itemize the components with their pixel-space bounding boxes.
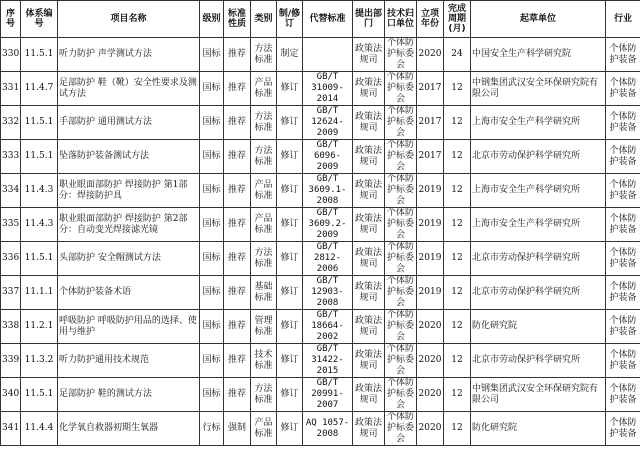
cell-sys: 11.5.1 (21, 106, 58, 140)
cell-nature: 推荐 (224, 310, 251, 344)
cell-tc: 个体防护标委会 (385, 276, 417, 310)
cell-year: 2020 (417, 38, 444, 72)
cell-type: 方法标准 (251, 378, 277, 412)
cell-industry: 个体防护装备 (606, 276, 640, 310)
cell-industry: 个体防护装备 (606, 378, 640, 412)
cell-drafter: 中钢集团武汉安全环保研究院有限公司 (471, 378, 606, 412)
cell-replace: GB/T 12903-2008 (303, 276, 353, 310)
cell-nature: 推荐 (224, 140, 251, 174)
cell-propose: 政策法规司 (353, 412, 385, 446)
table-row (1, 72, 640, 106)
cell-level: 行标 (200, 412, 224, 446)
cell-name: 听力防护通用技术规范 (58, 344, 200, 378)
cell-propose: 政策法规司 (353, 276, 385, 310)
cell-industry: 个体防护装备 (606, 38, 640, 72)
cell-period: 12 (444, 378, 471, 412)
cell-year: 2019 (417, 208, 444, 242)
cell-revise: 修订 (277, 140, 303, 174)
header-propose: 提出部门 (353, 1, 385, 38)
cell-sys: 11.4.4 (21, 412, 58, 446)
cell-name: 头部防护 安全帽测试方法 (58, 242, 200, 276)
cell-tc: 个体防护标委会 (385, 412, 417, 446)
cell-tc: 个体防护标委会 (385, 344, 417, 378)
cell-type: 方法标准 (251, 38, 277, 72)
cell-seq: 339 (1, 344, 21, 378)
cell-period: 12 (444, 310, 471, 344)
cell-year: 2019 (417, 174, 444, 208)
cell-nature: 强制 (224, 412, 251, 446)
cell-type: 产品标准 (251, 208, 277, 242)
cell-year: 2019 (417, 242, 444, 276)
cell-period: 24 (444, 38, 471, 72)
cell-revise: 修订 (277, 106, 303, 140)
cell-level: 国标 (200, 106, 224, 140)
cell-tc: 个体防护标委会 (385, 310, 417, 344)
cell-sys: 11.5.1 (21, 140, 58, 174)
header-name: 项目名称 (58, 1, 200, 38)
cell-nature: 推荐 (224, 38, 251, 72)
cell-industry: 个体防护装备 (606, 106, 640, 140)
cell-level: 国标 (200, 344, 224, 378)
cell-industry: 个体防护装备 (606, 208, 640, 242)
cell-replace: GB/T 18664-2002 (303, 310, 353, 344)
table-row (1, 412, 640, 446)
table-row (1, 174, 640, 208)
cell-period: 12 (444, 72, 471, 106)
cell-replace: GB/T 12624-2009 (303, 106, 353, 140)
cell-year: 2020 (417, 344, 444, 378)
header-revise: 制/修订 (277, 1, 303, 38)
cell-type: 产品标准 (251, 412, 277, 446)
cell-revise: 修订 (277, 412, 303, 446)
cell-sys: 11.2.1 (21, 310, 58, 344)
cell-drafter: 上海市安全生产科学研究所 (471, 208, 606, 242)
cell-revise: 修订 (277, 72, 303, 106)
cell-propose: 政策法规司 (353, 378, 385, 412)
cell-type: 管理标准 (251, 310, 277, 344)
cell-seq: 330 (1, 38, 21, 72)
cell-sys: 11.5.1 (21, 378, 58, 412)
table-row (1, 310, 640, 344)
cell-level: 国标 (200, 72, 224, 106)
cell-propose: 政策法规司 (353, 140, 385, 174)
cell-name: 呼吸防护 呼吸防护用品的选择、使用与维护 (58, 310, 200, 344)
cell-year: 2020 (417, 412, 444, 446)
header-industry: 行业 (606, 1, 640, 38)
cell-period: 12 (444, 174, 471, 208)
cell-period: 12 (444, 412, 471, 446)
cell-replace: GB/T 31009-2014 (303, 72, 353, 106)
cell-drafter: 中钢集团武汉安全环保研究院有限公司 (471, 72, 606, 106)
cell-revise: 修订 (277, 242, 303, 276)
cell-replace: GB/T 2812-2006 (303, 242, 353, 276)
cell-propose: 政策法规司 (353, 106, 385, 140)
cell-tc: 个体防护标委会 (385, 106, 417, 140)
cell-replace: GB/T 3609.1-2008 (303, 174, 353, 208)
cell-name: 个体防护装备术语 (58, 276, 200, 310)
cell-name: 化学氧自救器初期生氧器 (58, 412, 200, 446)
cell-type: 产品标准 (251, 174, 277, 208)
cell-seq: 336 (1, 242, 21, 276)
cell-drafter: 北京市劳动保护科学研究所 (471, 344, 606, 378)
cell-seq: 332 (1, 106, 21, 140)
cell-year: 2020 (417, 310, 444, 344)
cell-sys: 11.4.7 (21, 72, 58, 106)
cell-propose: 政策法规司 (353, 38, 385, 72)
cell-name: 手部防护 通用测试方法 (58, 106, 200, 140)
cell-seq: 334 (1, 174, 21, 208)
header-year: 立项年份 (417, 1, 444, 38)
cell-industry: 个体防护装备 (606, 174, 640, 208)
cell-year: 2017 (417, 106, 444, 140)
table-body (1, 38, 640, 446)
cell-type: 方法标准 (251, 106, 277, 140)
cell-revise: 修订 (277, 310, 303, 344)
cell-type: 方法标准 (251, 140, 277, 174)
cell-replace: GB/T 20991-2007 (303, 378, 353, 412)
header-seq: 序号 (1, 1, 21, 38)
cell-level: 国标 (200, 242, 224, 276)
cell-level: 国标 (200, 310, 224, 344)
cell-type: 技术标准 (251, 344, 277, 378)
cell-year: 2017 (417, 72, 444, 106)
cell-period: 12 (444, 344, 471, 378)
cell-name: 职业眼面部防护 焊接防护 第2部分：自动变光焊接滤光镜 (58, 208, 200, 242)
cell-sys: 11.4.3 (21, 174, 58, 208)
cell-year: 2020 (417, 378, 444, 412)
header-type: 类别 (251, 1, 277, 38)
cell-year: 2019 (417, 276, 444, 310)
cell-tc: 个体防护标委会 (385, 174, 417, 208)
cell-seq: 337 (1, 276, 21, 310)
cell-seq: 331 (1, 72, 21, 106)
table-header-row (1, 1, 640, 38)
cell-replace (303, 38, 353, 72)
cell-nature: 推荐 (224, 378, 251, 412)
cell-level: 国标 (200, 174, 224, 208)
cell-tc: 个体防护标委会 (385, 72, 417, 106)
cell-level: 国标 (200, 276, 224, 310)
cell-year: 2017 (417, 140, 444, 174)
cell-industry: 个体防护装备 (606, 310, 640, 344)
cell-revise: 修订 (277, 174, 303, 208)
cell-propose: 政策法规司 (353, 208, 385, 242)
cell-sys: 11.1.1 (21, 276, 58, 310)
cell-level: 国标 (200, 38, 224, 72)
cell-replace: AQ 1057-2008 (303, 412, 353, 446)
cell-period: 12 (444, 140, 471, 174)
cell-seq: 341 (1, 412, 21, 446)
cell-replace: GB/T 3609.2-2009 (303, 208, 353, 242)
cell-nature: 推荐 (224, 72, 251, 106)
cell-seq: 333 (1, 140, 21, 174)
cell-period: 12 (444, 106, 471, 140)
header-nature: 标准性质 (224, 1, 251, 38)
cell-replace: GB/T 31422-2015 (303, 344, 353, 378)
cell-nature: 推荐 (224, 106, 251, 140)
cell-propose: 政策法规司 (353, 310, 385, 344)
cell-type: 产品标准 (251, 72, 277, 106)
cell-industry: 个体防护装备 (606, 72, 640, 106)
cell-sys: 11.5.1 (21, 242, 58, 276)
cell-revise: 修订 (277, 378, 303, 412)
header-tc: 技术归口单位 (385, 1, 417, 38)
cell-nature: 推荐 (224, 174, 251, 208)
cell-drafter: 防化研究院 (471, 310, 606, 344)
cell-tc: 个体防护标委会 (385, 208, 417, 242)
cell-industry: 个体防护装备 (606, 140, 640, 174)
cell-seq: 335 (1, 208, 21, 242)
cell-propose: 政策法规司 (353, 72, 385, 106)
cell-nature: 推荐 (224, 242, 251, 276)
cell-propose: 政策法规司 (353, 242, 385, 276)
header-period: 完成周期(月) (444, 1, 471, 38)
cell-level: 国标 (200, 208, 224, 242)
cell-revise: 修订 (277, 344, 303, 378)
cell-revise: 制定 (277, 38, 303, 72)
cell-revise: 修订 (277, 208, 303, 242)
cell-name: 足部防护 鞋的测试方法 (58, 378, 200, 412)
cell-period: 12 (444, 276, 471, 310)
cell-propose: 政策法规司 (353, 344, 385, 378)
cell-drafter: 中国安全生产科学研究院 (471, 38, 606, 72)
table-row (1, 106, 640, 140)
cell-tc: 个体防护标委会 (385, 242, 417, 276)
header-level: 级别 (200, 1, 224, 38)
cell-nature: 推荐 (224, 276, 251, 310)
cell-drafter: 北京市劳动保护科学研究所 (471, 242, 606, 276)
cell-drafter: 北京市劳动保护科学研究所 (471, 276, 606, 310)
table-row (1, 378, 640, 412)
cell-level: 国标 (200, 140, 224, 174)
table-row (1, 208, 640, 242)
table-row (1, 38, 640, 72)
cell-seq: 338 (1, 310, 21, 344)
cell-type: 方法标准 (251, 242, 277, 276)
cell-revise: 修订 (277, 276, 303, 310)
cell-replace: GB/T 6096-2009 (303, 140, 353, 174)
header-replace: 代替标准 (303, 1, 353, 38)
cell-tc: 个体防护标委会 (385, 140, 417, 174)
cell-propose: 政策法规司 (353, 174, 385, 208)
cell-seq: 340 (1, 378, 21, 412)
cell-tc: 个体防护标委会 (385, 378, 417, 412)
table-row (1, 242, 640, 276)
cell-name: 听力防护 声学测试方法 (58, 38, 200, 72)
cell-sys: 11.5.1 (21, 38, 58, 72)
cell-industry: 个体防护装备 (606, 412, 640, 446)
cell-name: 职业眼面部防护 焊接防护 第1部分：焊接防护具 (58, 174, 200, 208)
cell-drafter: 北京市劳动保护科学研究所 (471, 140, 606, 174)
cell-level: 国标 (200, 378, 224, 412)
table-row (1, 140, 640, 174)
cell-drafter: 防化研究院 (471, 412, 606, 446)
cell-tc: 个体防护标委会 (385, 38, 417, 72)
cell-name: 足部防护 鞋（靴）安全性要求及测试方法 (58, 72, 200, 106)
cell-name: 坠落防护装备测试方法 (58, 140, 200, 174)
header-sys: 体系编号 (21, 1, 58, 38)
header-drafter: 起草单位 (471, 1, 606, 38)
cell-drafter: 上海市安全生产科学研究所 (471, 174, 606, 208)
cell-period: 12 (444, 208, 471, 242)
table-row (1, 344, 640, 378)
cell-sys: 11.3.2 (21, 344, 58, 378)
table-row (1, 276, 640, 310)
cell-nature: 推荐 (224, 344, 251, 378)
cell-period: 12 (444, 242, 471, 276)
cell-nature: 推荐 (224, 208, 251, 242)
cell-drafter: 上海市安全生产科学研究所 (471, 106, 606, 140)
cell-industry: 个体防护装备 (606, 344, 640, 378)
cell-sys: 11.4.3 (21, 208, 58, 242)
cell-industry: 个体防护装备 (606, 242, 640, 276)
cell-type: 基础标准 (251, 276, 277, 310)
